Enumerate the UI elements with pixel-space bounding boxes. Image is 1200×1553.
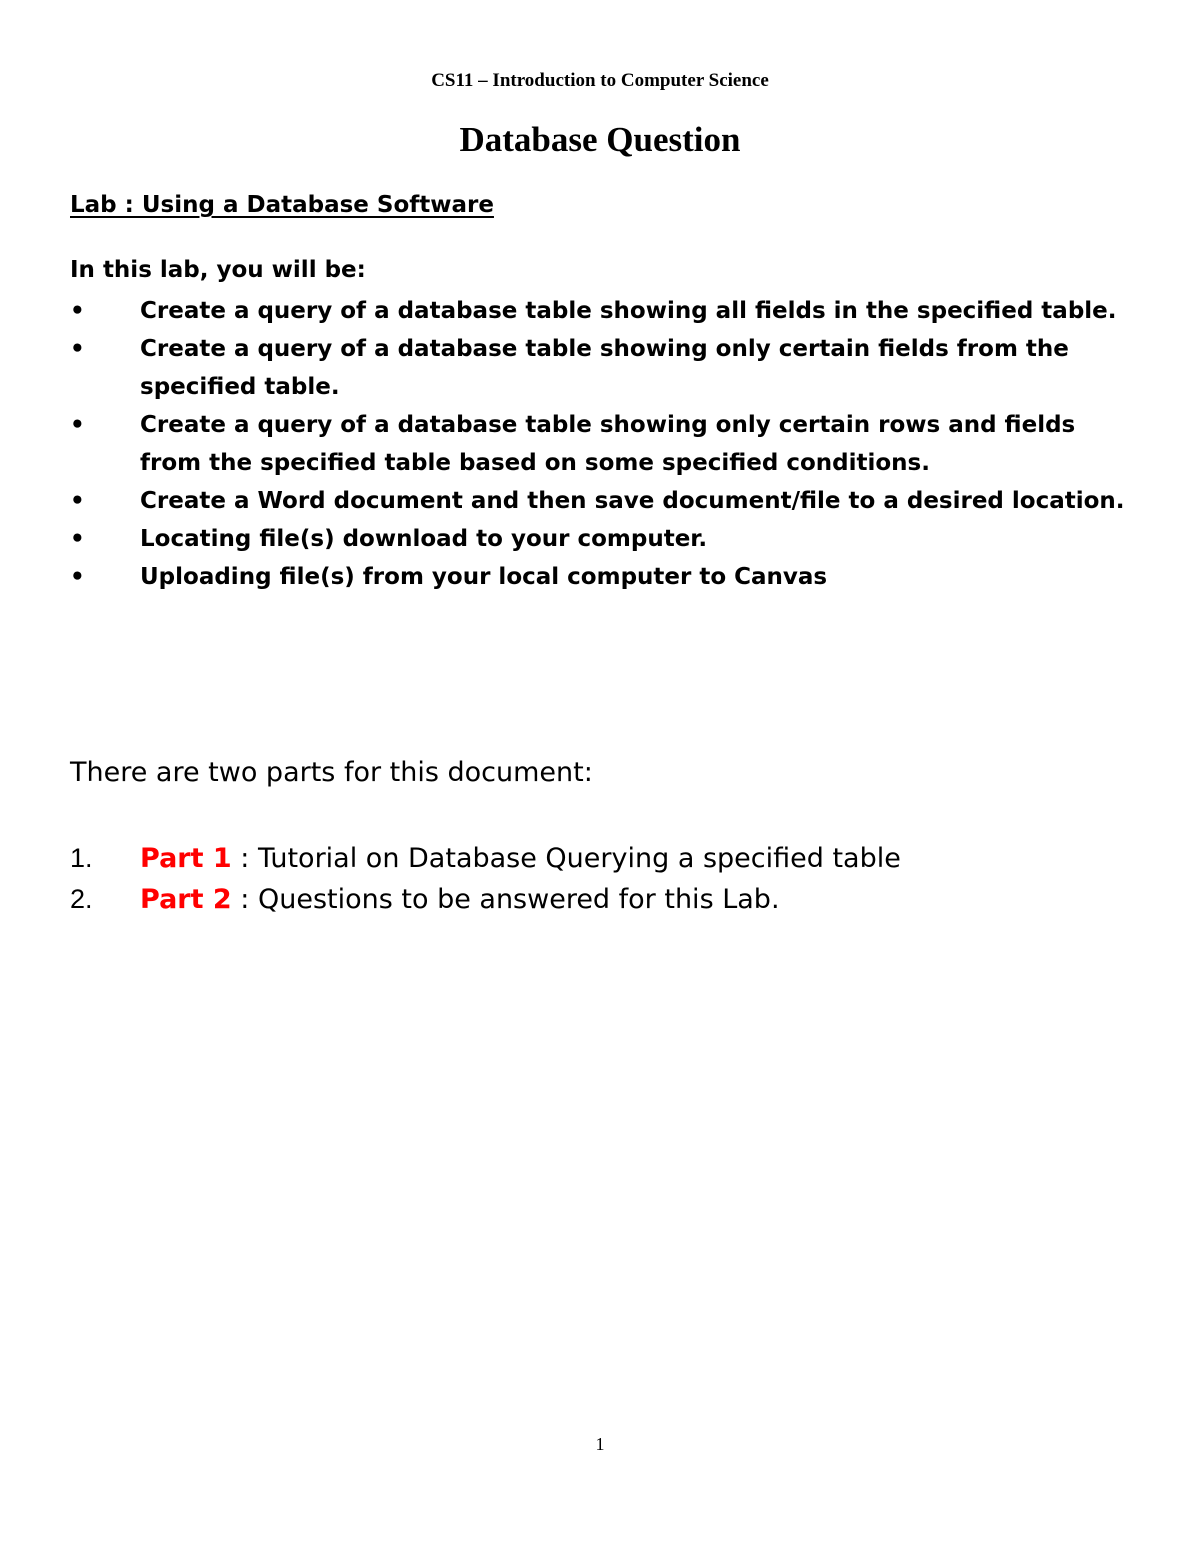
- list-item: [70, 330, 1130, 406]
- part-label: Part 1: [140, 843, 232, 874]
- objective-text: Create a query of a database table showing all fields in the specified table.: [140, 298, 1117, 324]
- list-item: [70, 838, 1130, 879]
- list-item: [70, 520, 1130, 558]
- list-item: [70, 879, 1130, 920]
- document-title: Database Question: [459, 120, 741, 159]
- part-description: : Tutorial on Database Querying a specified table: [231, 843, 901, 874]
- objective-text: Locating file(s) download to your computer.: [140, 526, 708, 552]
- part-number: 1.: [70, 843, 93, 873]
- lab-intro: In this lab, you will be:: [70, 257, 366, 283]
- list-item: [70, 406, 1130, 482]
- bullet-icon: •: [70, 298, 85, 324]
- part-label: Part 2: [140, 884, 232, 915]
- objective-text: Create a query of a database table showing only certain rows and fields from the specified table based on some specified conditions.: [140, 412, 1076, 476]
- objective-text: Create a Word document and then save document/file to a desired location.: [140, 488, 1125, 514]
- parts-list: [70, 838, 1130, 920]
- bullet-icon: •: [70, 564, 85, 590]
- part-description: : Questions to be answered for this Lab.: [231, 884, 780, 915]
- list-item: [70, 482, 1130, 520]
- list-item: [70, 292, 1130, 330]
- course-header: CS11 – Introduction to Computer Science: [431, 70, 769, 91]
- bullet-icon: •: [70, 488, 85, 514]
- objective-text: Create a query of a database table showing only certain fields from the specified table.: [140, 336, 1069, 400]
- bullet-icon: •: [70, 526, 85, 552]
- objective-text: Uploading file(s) from your local computer to Canvas: [140, 564, 828, 590]
- lab-heading: Lab : Using a Database Software: [70, 192, 494, 218]
- list-item: [70, 558, 1130, 596]
- page-number: 1: [595, 1434, 605, 1454]
- objectives-list: [70, 292, 1130, 596]
- parts-intro: There are two parts for this document:: [70, 757, 593, 788]
- bullet-icon: •: [70, 336, 85, 362]
- bullet-icon: •: [70, 412, 85, 438]
- part-number: 2.: [70, 884, 93, 914]
